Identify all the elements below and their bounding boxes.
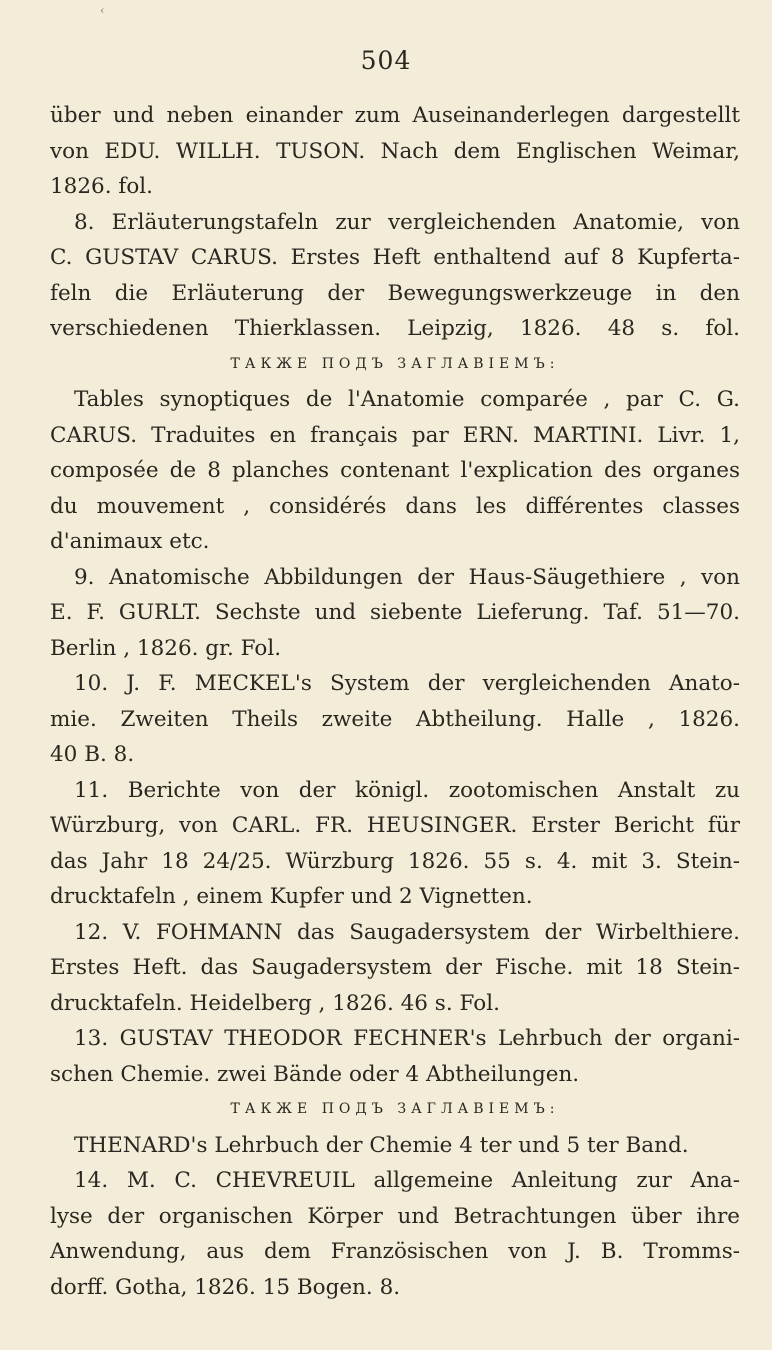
text-line: mie. Zweiten Theils zweite Abtheilung. Halle , 1826. [50,706,740,732]
text-line: drucktafeln , einem Kupfer und 2 Vignetten. [50,884,533,909]
text-line: Berlin , 1826. gr. Fol. [50,635,282,661]
text-line: composée de 8 planches contenant l'explication des organes [50,458,740,483]
text-line: Anwendung, aus dem Französischen von J. B. Tromms- [50,1239,740,1264]
text-line: 1826. fol. [50,174,153,199]
text-line: CARUS. Traduites en français par ERN. MARTINI. Livr. 1, [50,422,740,448]
text-line: 8. Erläuterungstafeln zur vergleichenden Anatomie, von [74,209,740,235]
text-line: das Jahr 18 24/25. Würzburg 1826. 55 s. 4. mit 3. Stein- [50,848,740,874]
text-line: d'animaux etc. [50,529,210,554]
text-line: C. GUSTAV CARUS. Erstes Heft enthaltend auf 8 Kupferta- [50,245,740,270]
text-line: 12. V. FOHMANN das Saugadersystem der Wirbelthiere. [74,919,740,945]
bibliography-text [50,98,740,1305]
section-heading: ТАКЖЕ ПОДЪ ЗАГЛАВІЕМЪ: [230,1101,560,1117]
text-line: über und neben einander zum Auseinanderlegen dargestellt [50,103,740,128]
text-line: dorff. Gotha, 1826. 15 Bogen. 8. [50,1274,401,1300]
text-line: 13. GUSTAV THEODOR FECHNER's Lehrbuch der organi- [74,1026,740,1051]
text-line: drucktafeln. Heidelberg , 1826. 46 s. Fol. [50,990,500,1016]
text-line: E. F. GURLT. Sechste und siebente Lieferung. Taf. 51—70. [50,600,740,625]
text-line: verschiedenen Thierklassen. Leipzig, 1826. 48 s. fol. [50,316,740,341]
text-line: du mouvement , considérés dans les différentes classes [50,493,740,519]
page-number: 504 [360,46,412,75]
text-line: schen Chemie. zwei Bände oder 4 Abtheilungen. [50,1061,580,1087]
text-line: THENARD's Lehrbuch der Chemie 4 ter und 5 ter Band. [74,1132,689,1158]
text-line: Tables synoptiques de l'Anatomie comparée , par C. G. [74,387,740,412]
section-heading: ТАКЖЕ ПОДЪ ЗАГЛАВІЕМЪ: [230,355,560,372]
text-line: Erstes Heft. das Saugadersystem der Fische. mit 18 Stein- [50,955,740,980]
text-line: feln die Erläuterung der Bewegungswerkzeuge in den [50,280,740,306]
text-line: 40 B. 8. [50,742,135,767]
text-line: 14. M. C. CHEVREUIL allgemeine Anleitung zur Ana- [74,1168,740,1193]
text-line: 9. Anatomische Abbildungen der Haus-Säugethiere , von [74,564,740,590]
text-line: 11. Berichte von der königl. zootomischen Anstalt zu [74,777,740,803]
text-line: von EDU. WILLH. TUSON. Nach dem Englischen Weimar, [50,138,740,164]
text-line: lyse der organischen Körper und Betrachtungen über ihre [50,1203,740,1229]
text-line: Würzburg, von CARL. FR. HEUSINGER. Erster Bericht für [50,813,740,838]
text-line: 10. J. F. MECKEL's System der vergleichenden Anato- [74,671,740,696]
margin-mark: ‹ [100,4,105,17]
